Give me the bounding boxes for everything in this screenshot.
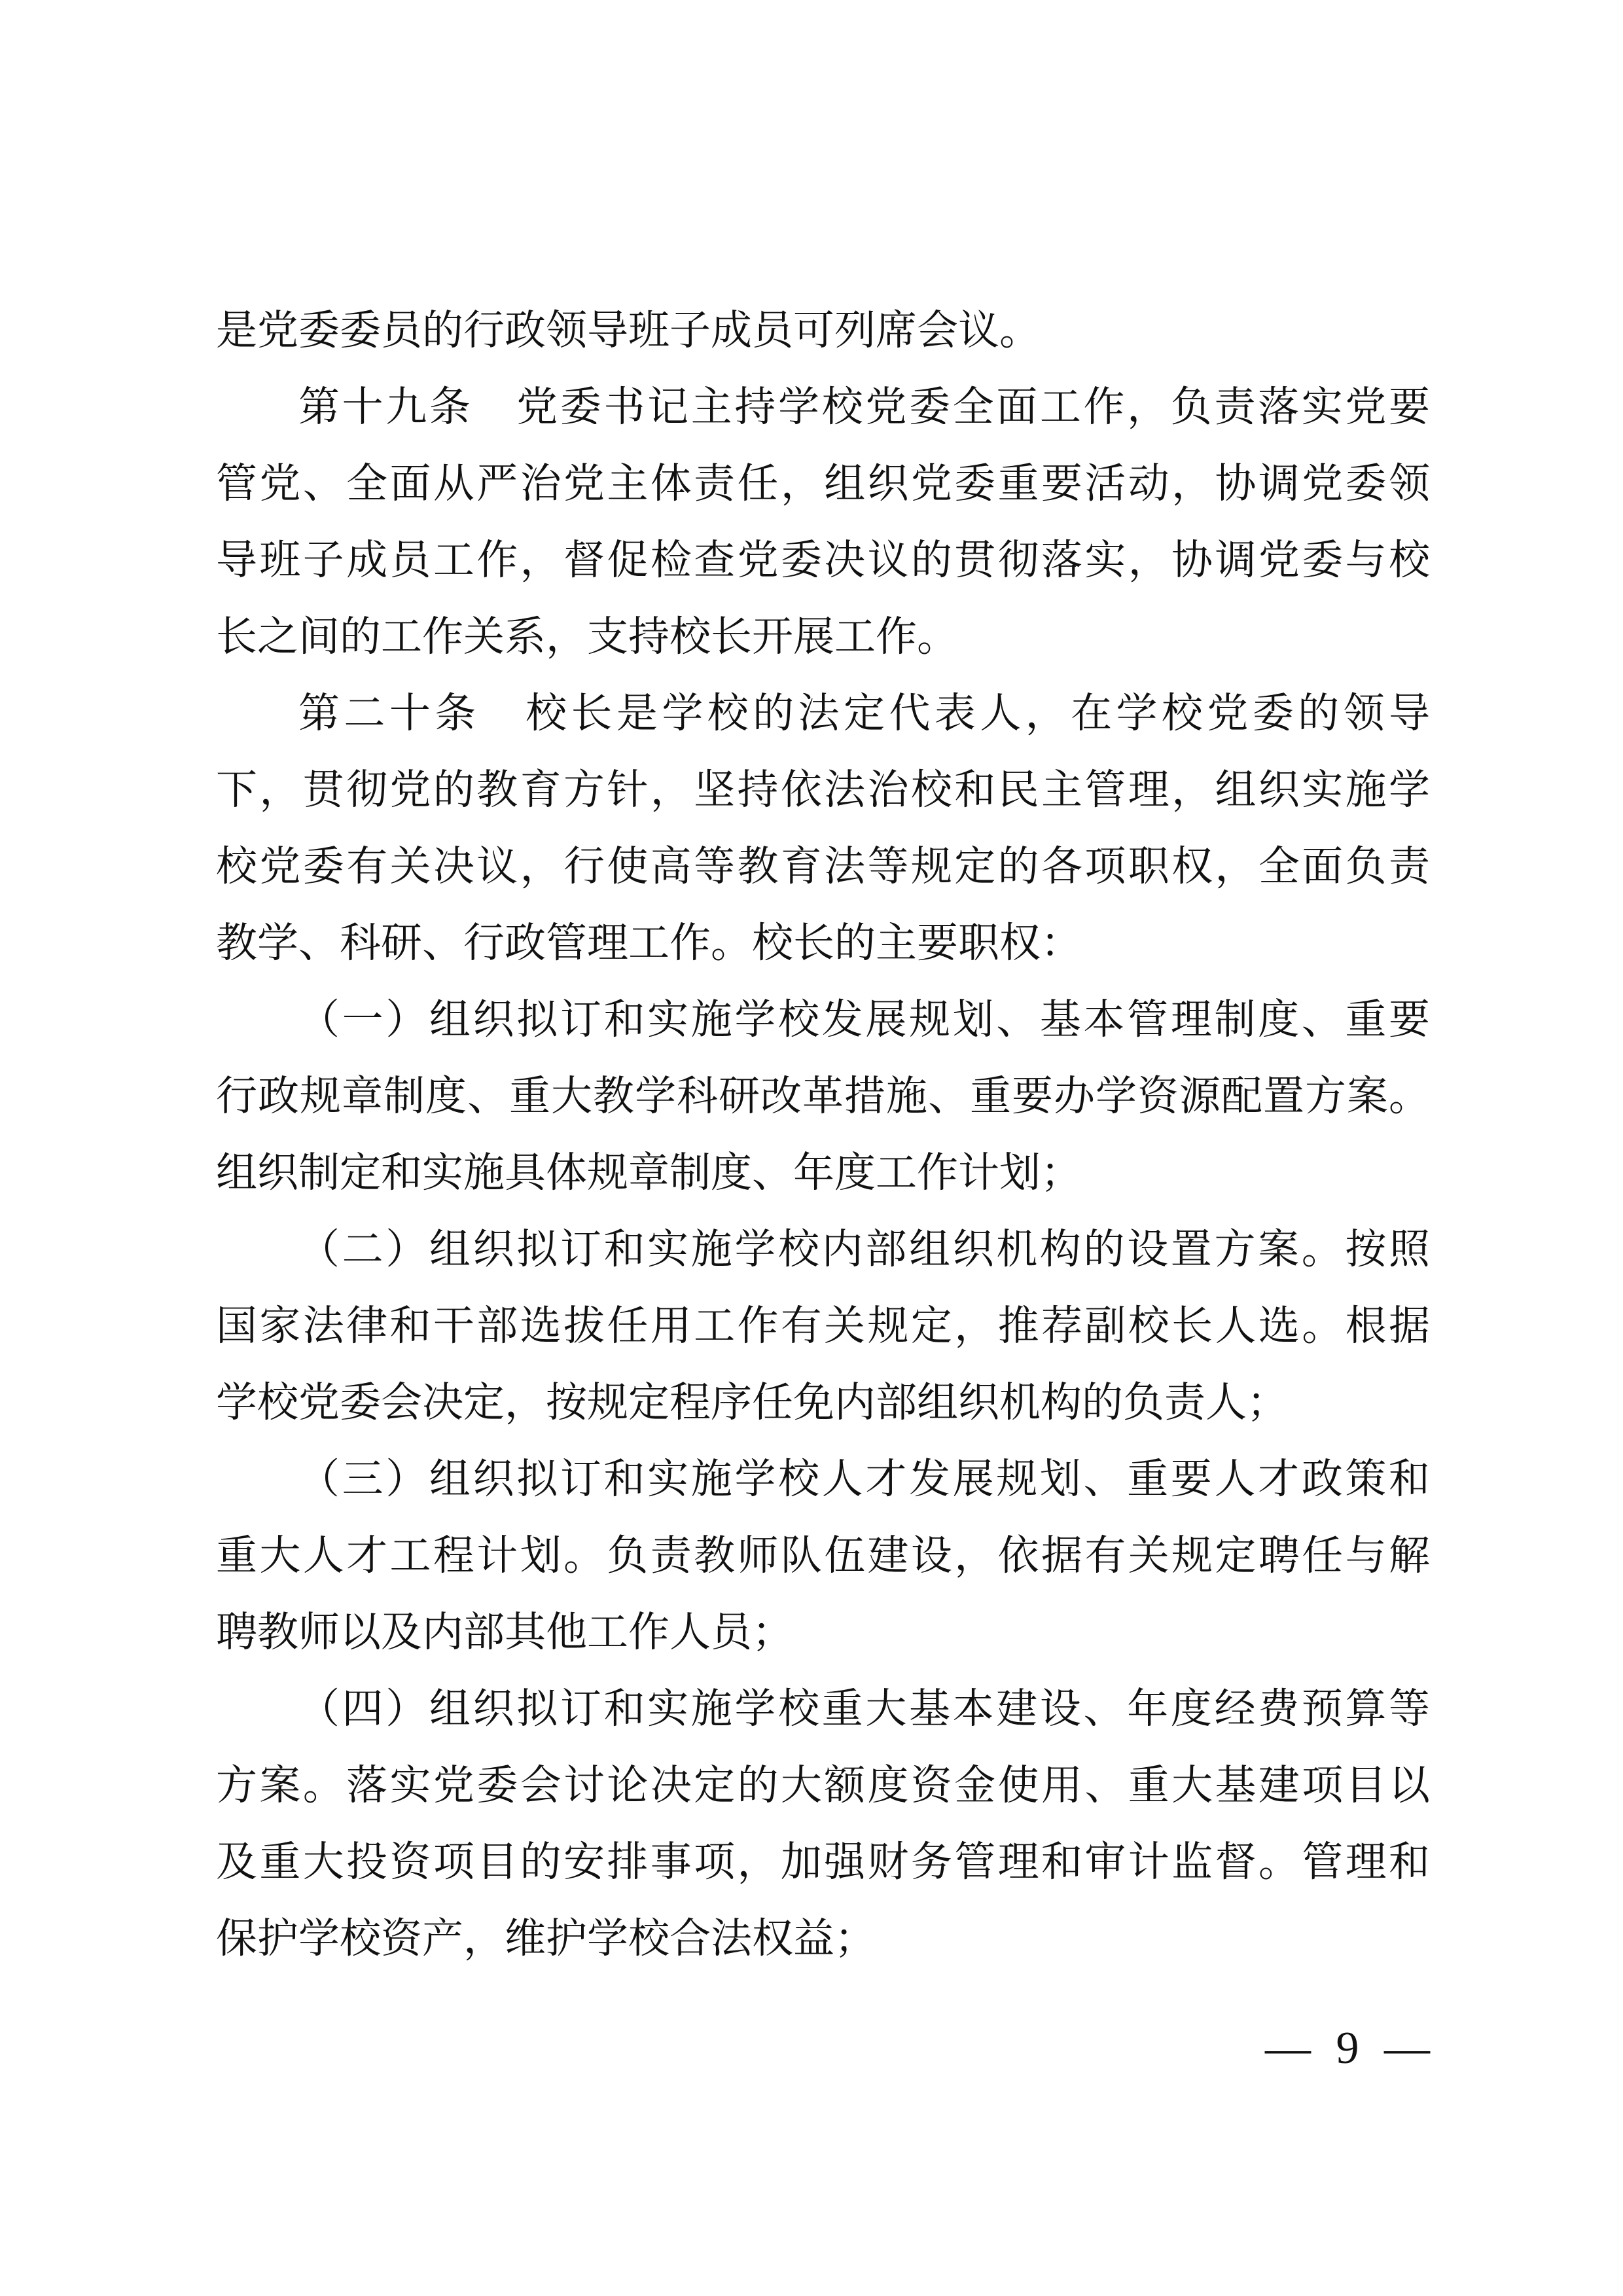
text-line: 教学、科研、行政管理工作。校长的主要职权：: [216, 920, 1082, 966]
text-line: 重大人才工程计划。负责教师队伍建设，依据有关规定聘任与解: [216, 1533, 1430, 1579]
text-line: 第十九条 党委书记主持学校党委全面工作，负责落实党要: [298, 384, 1430, 430]
text-line: 组织制定和实施具体规章制度、年度工作计划；: [216, 1150, 1082, 1196]
text-line: 导班子成员工作，督促检查党委决议的贯彻落实，协调党委与校: [216, 537, 1430, 583]
text-line: 是党委委员的行政领导班子成员可列席会议。: [216, 308, 1041, 353]
text-line: （二）组织拟订和实施学校内部组织机构的设置方案。按照: [298, 1227, 1430, 1272]
text-line: 保护学校资产，维护学校合法权益；: [216, 1916, 876, 1962]
text-line: 校党委有关决议，行使高等教育法等规定的各项职权，全面负责: [216, 844, 1430, 889]
text-line: 学校党委会决定，按规定程序任免内部组织机构的负责人；: [216, 1380, 1288, 1426]
text-line: （三）组织拟订和实施学校人才发展规划、重要人才政策和: [298, 1456, 1430, 1502]
text-line: 长之间的工作关系，支持校长开展工作。: [216, 614, 958, 660]
text-line: 第二十条 校长是学校的法定代表人，在学校党委的领导: [298, 691, 1430, 736]
text-line: 行政规章制度、重大教学科研改革措施、重要办学资源配置方案。: [216, 1073, 1430, 1119]
page-number: — 9 —: [1265, 2023, 1430, 2073]
text-line: 下，贯彻党的教育方针，坚持依法治校和民主管理，组织实施学: [216, 767, 1430, 813]
document-body: [216, 293, 1430, 1977]
text-line: 及重大投资项目的安排事项，加强财务管理和审计监督。管理和: [216, 1839, 1430, 1885]
text-line: 聘教师以及内部其他工作人员；: [216, 1609, 793, 1655]
text-line: 管党、全面从严治党主体责任，组织党委重要活动，协调党委领: [216, 461, 1430, 507]
text-line: （四）组织拟订和实施学校重大基本建设、年度经费预算等: [298, 1686, 1430, 1732]
text-line: 国家法律和干部选拔任用工作有关规定，推荐副校长人选。根据: [216, 1303, 1430, 1349]
text-line: 方案。落实党委会讨论决定的大额度资金使用、重大基建项目以: [216, 1763, 1430, 1808]
text-line: （一）组织拟订和实施学校发展规划、基本管理制度、重要: [298, 997, 1430, 1043]
